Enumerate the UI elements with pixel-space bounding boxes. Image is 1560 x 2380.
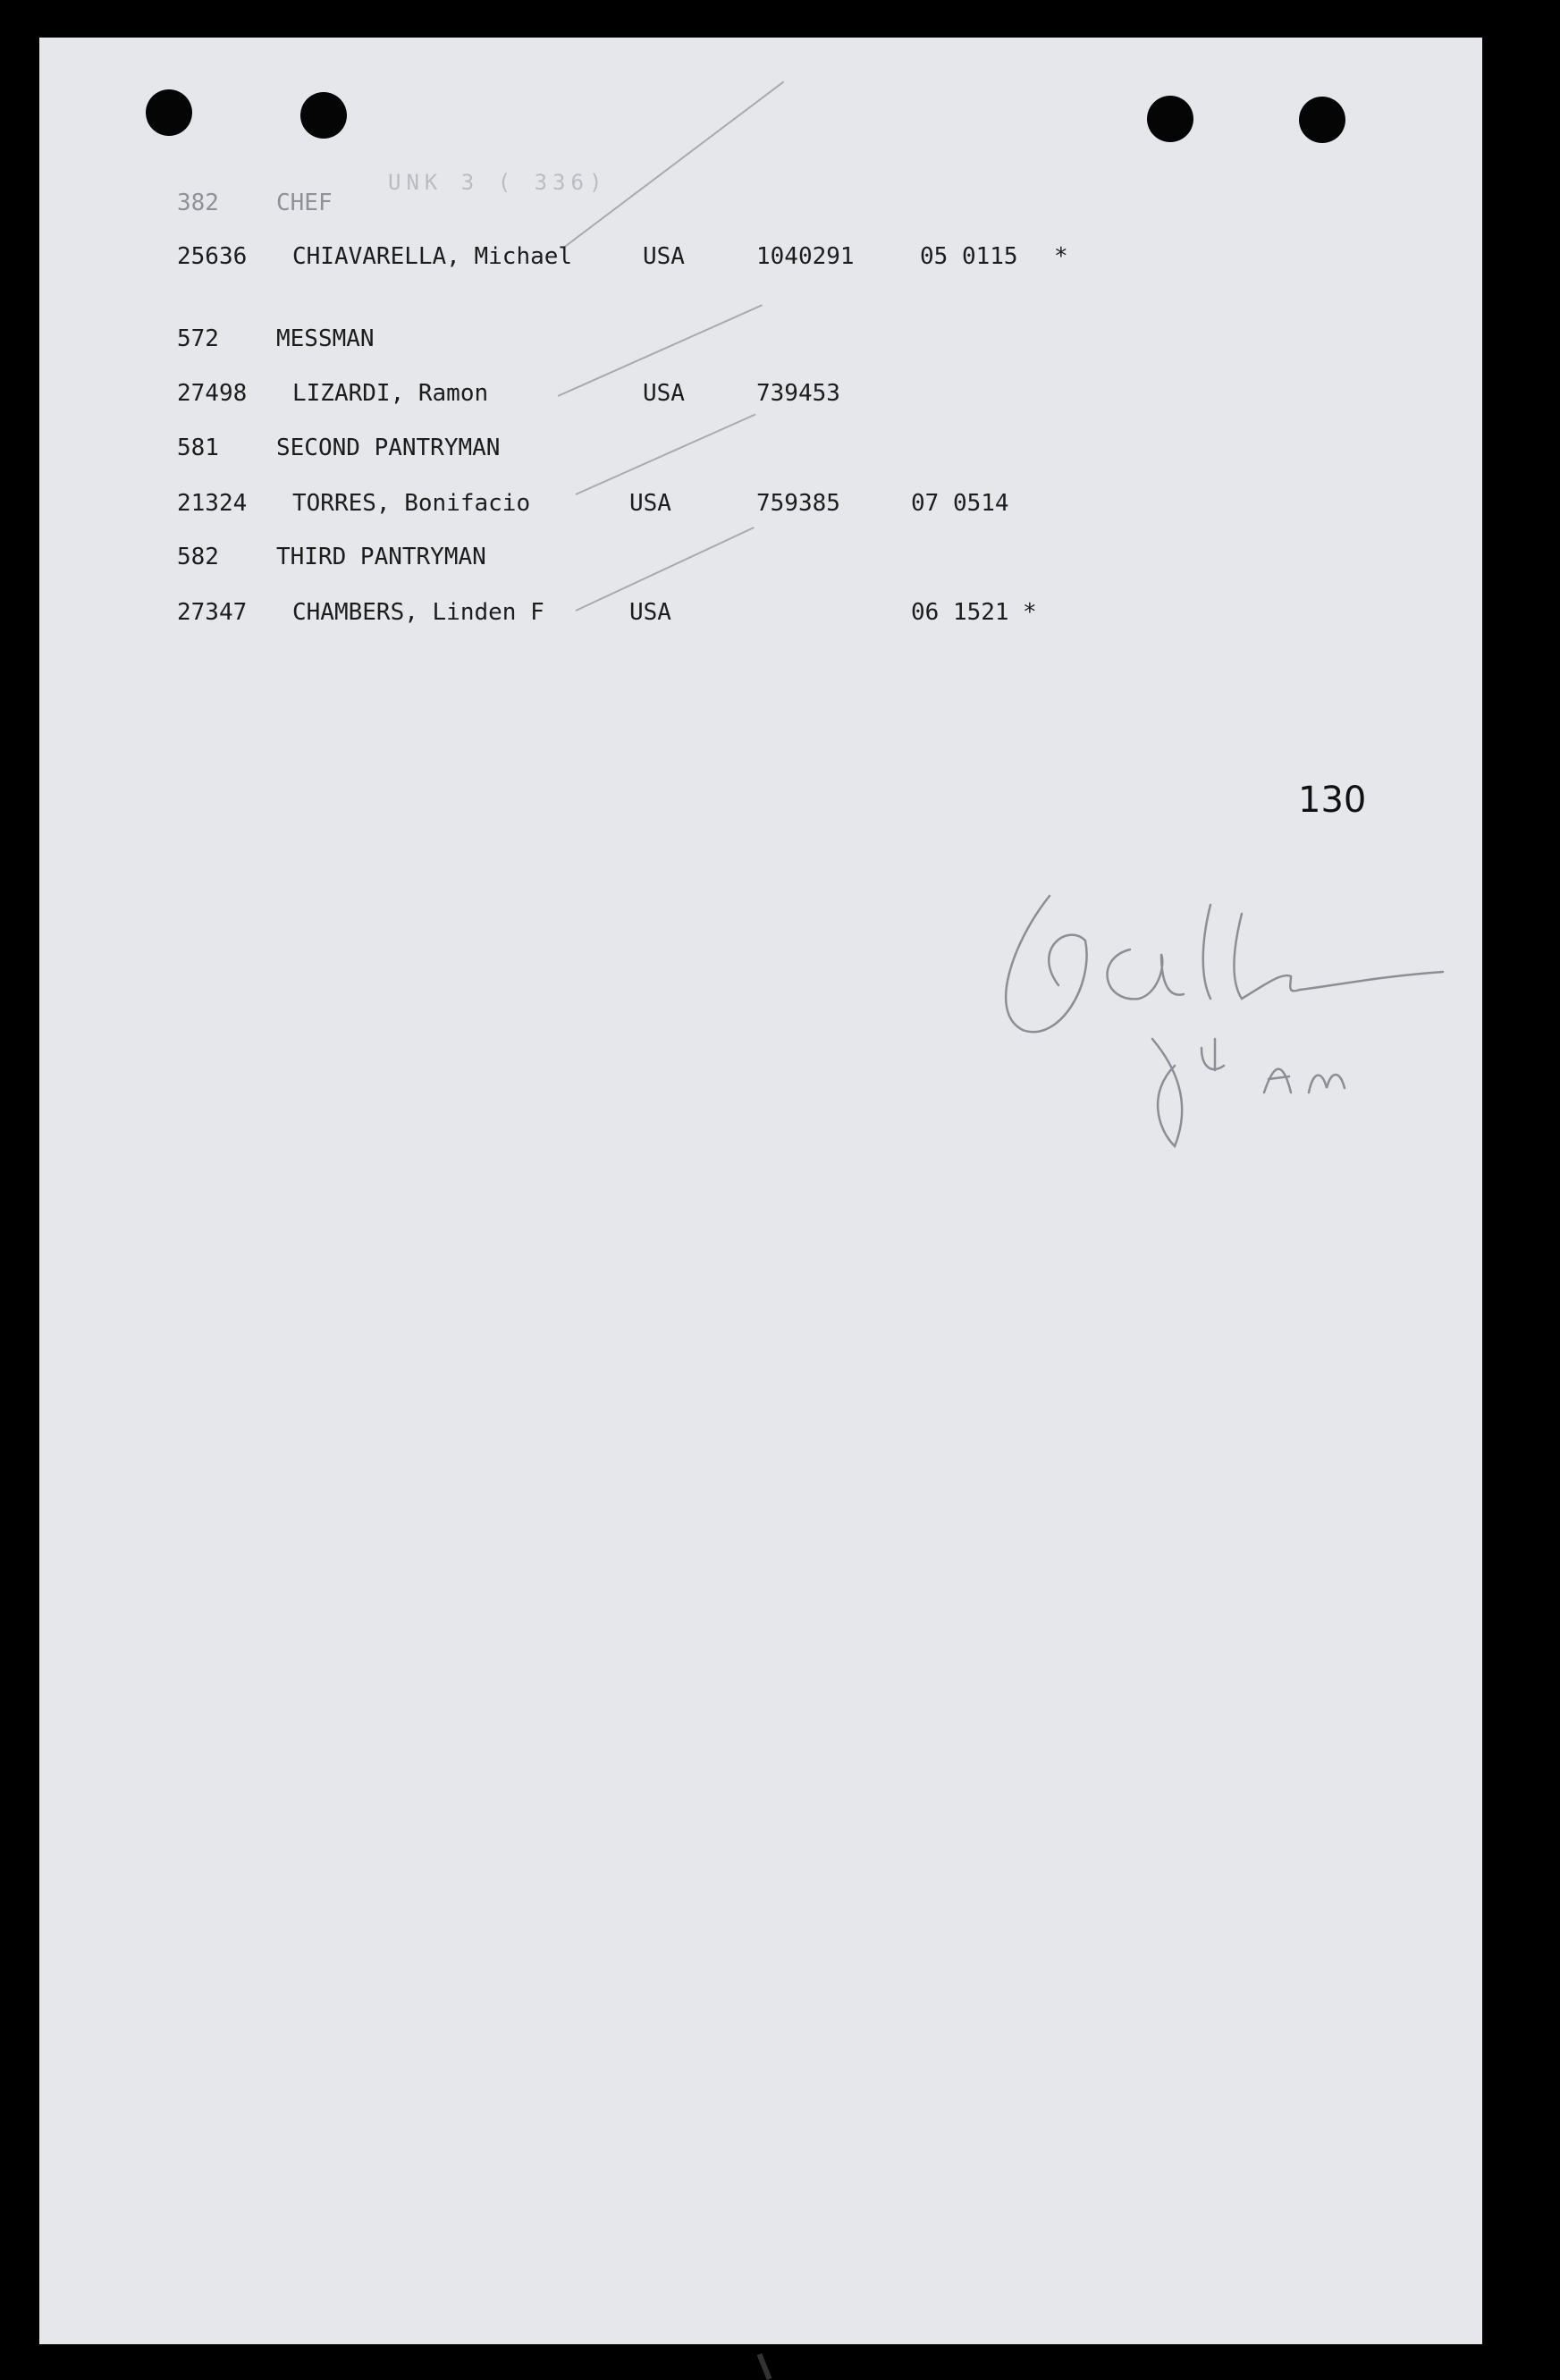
list-item xyxy=(39,490,1482,526)
entry-nationality: USA xyxy=(643,380,685,407)
entry-nationality: USA xyxy=(629,599,671,626)
list-item xyxy=(39,544,1482,579)
entry-code: 581 xyxy=(177,435,219,461)
handwritten-signature xyxy=(996,887,1479,1218)
entry-name: TORRES, Bonifacio xyxy=(292,490,531,517)
entry-mark: * xyxy=(1054,243,1068,270)
entry-title: THIRD PANTRYMAN xyxy=(276,544,486,570)
bottom-ink-mark xyxy=(757,2353,772,2380)
entry-name: CHIAVARELLA, Michael xyxy=(292,243,573,270)
entry-title: SECOND PANTRYMAN xyxy=(276,435,501,461)
document-page xyxy=(39,38,1482,2344)
list-item xyxy=(39,190,1482,225)
entry-nationality: USA xyxy=(629,490,671,517)
punch-hole-1 xyxy=(146,89,192,136)
faint-header-line: UNK 3 ( 336) xyxy=(388,170,608,195)
list-item xyxy=(39,435,1482,470)
list-item xyxy=(39,380,1482,416)
entry-rate: 06 1521 xyxy=(911,599,1009,626)
page-number: 130 xyxy=(1298,780,1367,821)
entry-name: CHAMBERS, Linden F xyxy=(292,599,544,626)
entry-title: MESSMAN xyxy=(276,325,375,352)
punch-hole-2 xyxy=(300,92,347,139)
entry-code: 382 xyxy=(177,190,219,216)
entry-code: 25636 xyxy=(177,243,248,270)
punch-hole-4 xyxy=(1299,97,1345,143)
entry-rate: 07 0514 xyxy=(911,490,1009,517)
entry-name: LIZARDI, Ramon xyxy=(292,380,489,407)
entry-id-number: 759385 xyxy=(756,490,840,517)
entry-id-number: 739453 xyxy=(756,380,840,407)
entry-code: 21324 xyxy=(177,490,248,517)
entry-code: 27498 xyxy=(177,380,248,407)
entry-nationality: USA xyxy=(643,243,685,270)
entry-mark: * xyxy=(1023,599,1037,626)
entry-code: 572 xyxy=(177,325,219,352)
entry-rate: 05 0115 xyxy=(920,243,1018,270)
entry-code: 27347 xyxy=(177,599,248,626)
list-item xyxy=(39,325,1482,361)
entry-title: CHEF xyxy=(276,190,333,216)
list-item xyxy=(39,243,1482,279)
punch-hole-3 xyxy=(1147,96,1193,142)
entry-id-number: 1040291 xyxy=(756,243,855,270)
list-item xyxy=(39,599,1482,635)
entry-code: 582 xyxy=(177,544,219,570)
